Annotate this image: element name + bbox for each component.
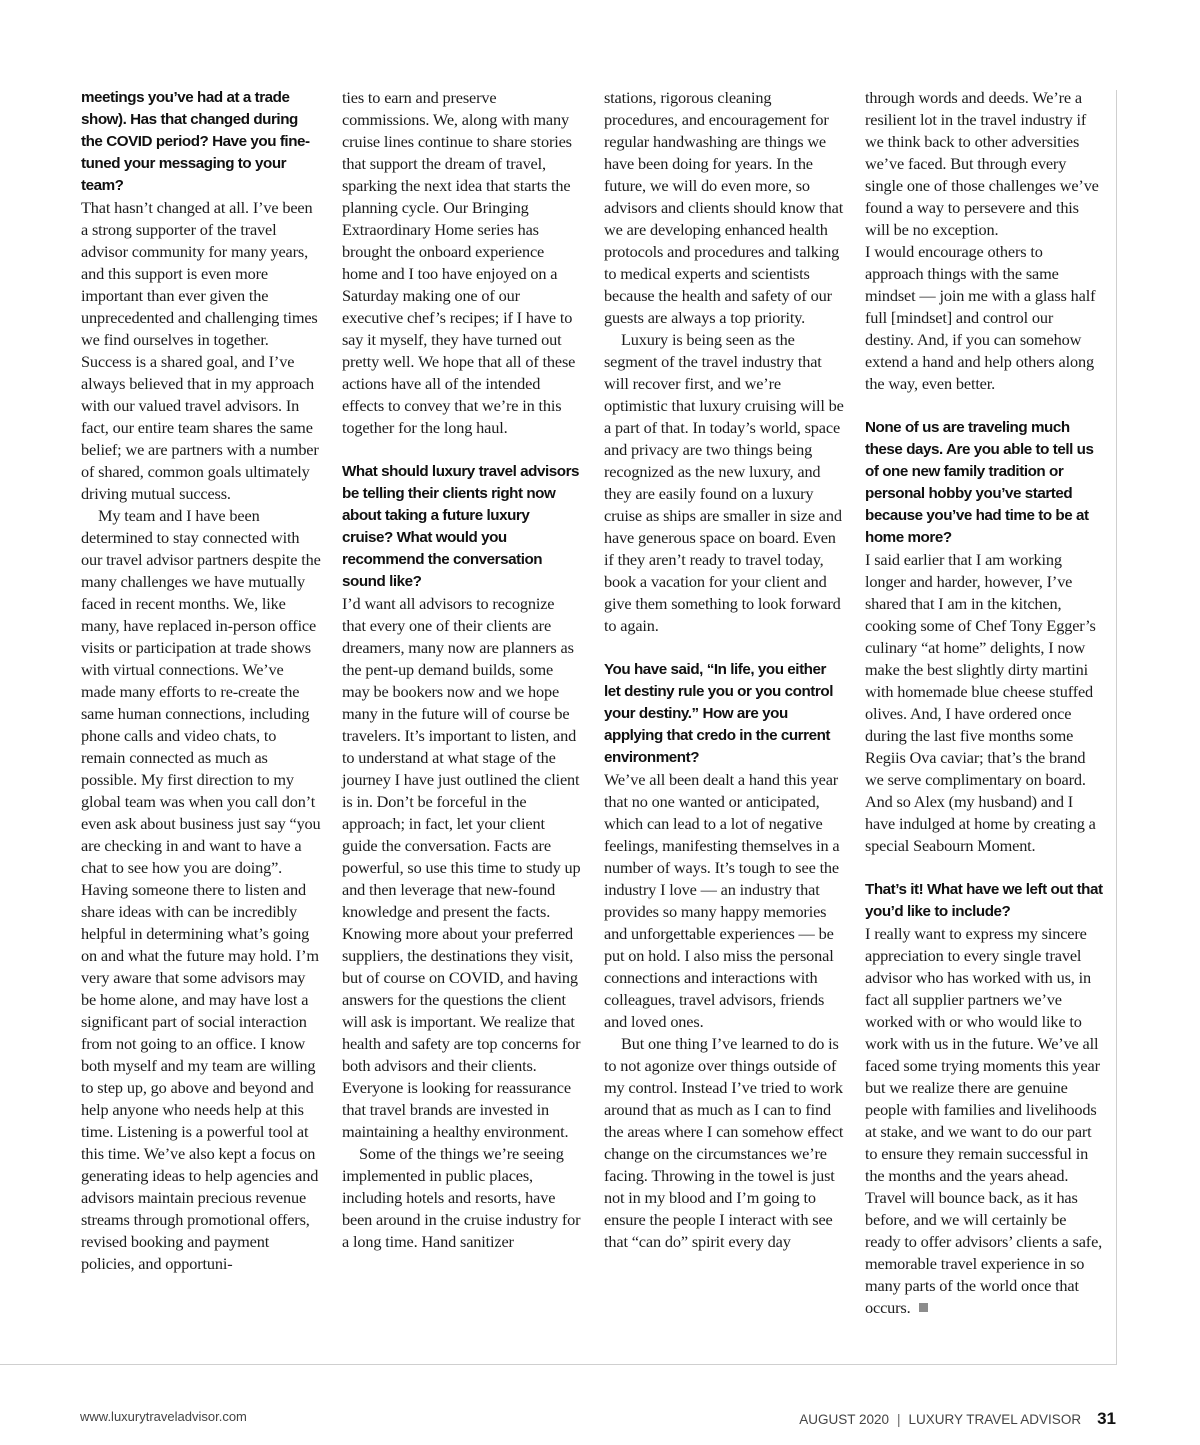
footer-separator: | [896,1412,901,1427]
answer-paragraph: I’d want all advisors to recognize that every one of their clients are dreamers, many now are planners as the pent-up demand builds, some may be bookers now and we hope many in the future will of course be travelers. It’s important to listen, and to understand at what stage of the journey I have just outlined the client is in. Don’t be forceful in the approach; in fact, let your client guide the conversation. Facts are powerful, so use this time to study up and then leverage that new-found knowledge and present the facts. Knowing more about your preferred suppliers, the destinations they visit, but of course on COVID, and having answers for the questions the client will ask is important. We realize that health and safety are top concerns for both advisors and their clients. Everyone is looking for reassurance that travel brands are invested in maintaining a healthy environment. [342,594,581,1141]
footer-rule [0,1364,1117,1365]
end-of-article-square-icon [919,1303,928,1312]
answer-paragraph: We’ve all been dealt a hand this year that no one wanted or anticipated, which can lead to a lot of negative feelings, manifesting themselves in a number of ways. It’s tough to see the industry I love — an industry that provides so many happy memories and unforgettable experiences — be put on hold. I also miss the personal connections and interactions with colleagues, travel advisors, friends and loved ones. [604,770,840,1031]
article-column-1 [81,87,321,1275]
answer-paragraph: Luxury is being seen as the segment of the travel industry that will recover first, and we’re optimistic that luxury cruising will be a part of that. In today’s world, space and privacy are two things being recognized as the new luxury, and they are easily found on a luxury cruise as ships are smaller in size and have generous space on board. Even if they aren’t ready to travel today, book a vacation for your client and give them something to look forward to again. [604,330,844,635]
footer-issue-date: AUGUST 2020 [799,1412,889,1427]
answer-paragraph: I would encourage others to approach things with the same mindset — join me with a glass half full [mindset] and control our destiny. And, if you can somehow extend a hand and help others along the way, even better. [865,242,1096,393]
answer-paragraph: Some of the things we’re seeing implemented in public places, including hotels and resorts, have been around in the cruise industry for a long time. Hand sanitizer [342,1144,581,1251]
article-column-4 [865,87,1105,1319]
answer-paragraph: through words and deeds. We’re a resilient lot in the travel industry if we think back to other adversities we’ve faced. But through every single one of those challenges we’ve found a way to persevere and this will be no exception. [865,88,1099,239]
answer-paragraph [865,923,1105,1319]
answer-paragraph: I said earlier that I am working longer and harder, however, I’ve shared that I am in the kitchen, cooking some of Chef Tony Egger’s culinary “at home” delights, I now make the best slightly dirty martini with homemade blue cheese stuffed olives. And, I have ordered once during the last five months some Regiis Ova caviar; that’s the brand we serve complimentary on board. And so Alex (my husband) and I have indulged at home by creating a special Seabourn Moment. [865,550,1096,855]
right-margin-rule [1116,90,1117,1365]
answer-paragraph: ties to earn and preserve commissions. We, along with many cruise lines continue to share stories that support the dream of travel, sparking the next idea that starts the planning cycle. Our Bringing Extraordinary Home series has brought the onboard experience home and I too have enjoyed on a Saturday making one of our executive chef’s recipes; if I have to say it myself, they have turned out pretty well. We hope that all of these actions have all of the intended effects to convey that we’re in this together for the long haul. [342,88,576,437]
answer-paragraph: But one thing I’ve learned to do is to not agonize over things outside of my control. Instead I’ve tried to work around that as much as I can to find the areas where I can somehow effect change on the circumstances we’re facing. Throwing in the towel is just not in my blood and I’m going to ensure the people I interact with see that “can do” spirit every day [604,1034,844,1251]
interview-question: What should luxury travel advisors be telling their clients right now about taking a future luxury cruise? What would you recommend the conversation sound like? [342,463,580,590]
interview-question: You have said, “In life, you either let destiny rule you or you control your destiny.” How are you applying that credo in the current environment? [604,661,833,766]
answer-text: I really want to express my sincere appreciation to every single travel advisor who has worked with us, in fact all supplier partners we’ve worked with or who would like to work with us in the future. We’ve all faced some trying moments this year but we realize there are genuine people with families and livelihoods at stake, and we want to do our part to ensure they remain successful in the months and the years ahead. Travel will bounce back, as it has before, and we will certainly be ready to offer advisors’ clients a safe, memorable travel experience in so many parts of the world once that occurs. [865,924,1103,1317]
answer-paragraph: stations, rigorous cleaning procedures, and encouragement for regular handwashing are things we have been doing for years. In the future, we will do even more, so advisors and clients should know that we are developing enhanced health protocols and procedures and talking to medical experts and scientists because the health and safety of our guests are always a top priority. [604,88,844,327]
page-number: 31 [1097,1409,1116,1428]
answer-paragraph: That hasn’t changed at all. I’ve been a strong supporter of the travel advisor community for many years, and this support is even more important than ever given the unprecedented and challenging times we find ourselves in together. Success is a shared goal, and I’ve always believed that in my approach with our valued travel advisors. In fact, our entire team shares the same belief; we are partners with a number of shared, common goals ultimately driving mutual success. [81,198,319,503]
interview-question: That’s it! What have we left out that you’d like to include? [865,881,1103,920]
interview-question: meetings you’ve had at a trade show). Has that changed during the COVID period? Have you fine-tuned your messaging to your team? [81,89,310,194]
answer-paragraph: My team and I have been determined to stay connected with our travel advisor partners despite the many challenges we have mutually faced in recent months. We, like many, have replaced in-person office visits or participation at trade shows with virtual connections. We’ve made many efforts to re-create the same human connections, including phone calls and video chats, to remain connected as much as possible. My first direction to my global team was when you call don’t even ask about business just say “you are checking in and want to have a chat to see how you are doing”. Having someone there to listen and share ideas with can be incredibly helpful in determining what’s going on and what the future may hold. I’m very aware that some advisors may be home alone, and may have lost a significant part of social interaction from not going to an office. I know both myself and my team are willing to step up, go above and beyond and help anyone who needs help at this time. Listening is a powerful tool at this time. We’ve also kept a focus on generating ideas to help agencies and advisors maintain precious revenue streams through promotional offers, revised booking and payment policies, and opportuni- [81,506,321,1273]
interview-question: None of us are traveling much these days. Are you able to tell us of one new family tradition or personal hobby you’ve started because you’ve had time to be at home more? [865,419,1094,546]
article-column-3 [604,87,844,1253]
footer-publication-name: LUXURY TRAVEL ADVISOR [908,1412,1082,1427]
footer-folio [799,1409,1116,1429]
footer-website-url: www.luxurytraveladvisor.com [80,1409,247,1424]
article-column-2 [342,87,582,1253]
